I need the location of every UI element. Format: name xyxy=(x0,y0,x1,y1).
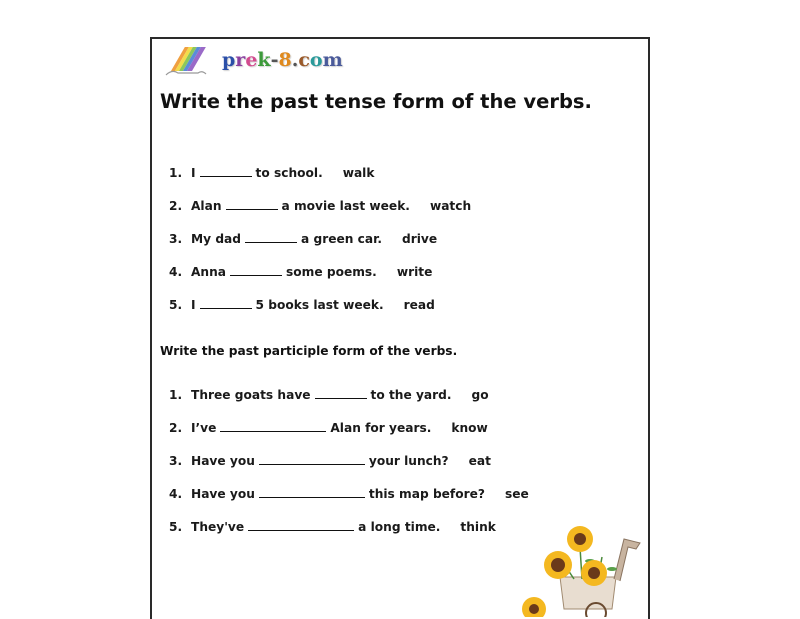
brand-letter: m xyxy=(322,49,343,71)
answer-blank[interactable] xyxy=(248,520,354,531)
section2-title: Write the past participle form of the verbs. xyxy=(160,344,458,358)
item-text-after: this map before? xyxy=(368,487,485,501)
item-number: 3. xyxy=(169,232,183,246)
brand-letter: - xyxy=(270,49,279,71)
item-text-before: Have you xyxy=(191,487,255,501)
answer-blank[interactable] xyxy=(220,421,326,432)
item-text-before: Three goats have xyxy=(191,388,311,402)
exercise-item xyxy=(169,298,435,312)
base-verb: write xyxy=(396,265,433,279)
item-text-after: your lunch? xyxy=(368,454,449,468)
base-verb: walk xyxy=(342,166,375,180)
base-verb: think xyxy=(460,520,496,534)
exercise-item xyxy=(169,199,471,213)
answer-blank[interactable] xyxy=(259,487,365,498)
answer-blank[interactable] xyxy=(259,454,365,465)
base-verb: eat xyxy=(468,454,491,468)
base-verb: read xyxy=(403,298,435,312)
exercise-item xyxy=(169,265,432,279)
item-text-before: Anna xyxy=(191,265,227,279)
brand-letter: 8 xyxy=(278,49,292,71)
item-number: 1. xyxy=(169,166,183,180)
exercise-item xyxy=(169,166,374,180)
item-text-before: My dad xyxy=(191,232,241,246)
item-text-before: I xyxy=(191,166,196,180)
item-number: 3. xyxy=(169,454,183,468)
brand-letter: e xyxy=(245,49,258,71)
answer-blank[interactable] xyxy=(245,232,297,243)
item-text-before: I xyxy=(191,298,196,312)
item-text-after: to the yard. xyxy=(370,388,452,402)
item-text-before: I’ve xyxy=(191,421,217,435)
item-text-before: Have you xyxy=(191,454,255,468)
exercise-item xyxy=(169,232,437,246)
exercise-item xyxy=(169,520,496,534)
exercise-item xyxy=(169,454,491,468)
item-number: 2. xyxy=(169,421,183,435)
item-text-after: a long time. xyxy=(358,520,441,534)
worksheet-page xyxy=(150,37,650,619)
item-number: 5. xyxy=(169,298,183,312)
item-text-before: Alan xyxy=(191,199,222,213)
base-verb: see xyxy=(504,487,529,501)
rainbow-logo-icon xyxy=(164,45,210,79)
item-text-after: a movie last week. xyxy=(281,199,410,213)
answer-blank[interactable] xyxy=(200,166,252,177)
item-number: 1. xyxy=(169,388,183,402)
exercise-item xyxy=(169,388,489,402)
answer-blank[interactable] xyxy=(315,388,367,399)
item-number: 4. xyxy=(169,265,183,279)
brand-name xyxy=(222,49,343,71)
brand-letter: . xyxy=(291,49,299,71)
exercise-item xyxy=(169,487,529,501)
item-text-after: Alan for years. xyxy=(330,421,432,435)
answer-blank[interactable] xyxy=(230,265,282,276)
item-text-after: to school. xyxy=(255,166,323,180)
base-verb: watch xyxy=(429,199,472,213)
item-text-after: some poems. xyxy=(286,265,377,279)
sunflower-cart-icon xyxy=(520,517,644,617)
item-text-after: 5 books last week. xyxy=(255,298,384,312)
brand-letter: k xyxy=(257,49,271,71)
section1-title: Write the past tense form of the verbs. xyxy=(160,90,592,113)
brand-letter: c xyxy=(298,49,310,71)
answer-blank[interactable] xyxy=(200,298,252,309)
brand-letter: r xyxy=(235,49,246,71)
exercise-item xyxy=(169,421,488,435)
item-text-before: They've xyxy=(191,520,245,534)
base-verb: go xyxy=(471,388,489,402)
base-verb: drive xyxy=(402,232,438,246)
item-number: 2. xyxy=(169,199,183,213)
brand-letter: p xyxy=(222,49,236,71)
item-text-after: a green car. xyxy=(301,232,383,246)
base-verb: know xyxy=(451,421,488,435)
item-number: 4. xyxy=(169,487,183,501)
brand-letter: o xyxy=(309,49,323,71)
answer-blank[interactable] xyxy=(226,199,278,210)
item-number: 5. xyxy=(169,520,183,534)
